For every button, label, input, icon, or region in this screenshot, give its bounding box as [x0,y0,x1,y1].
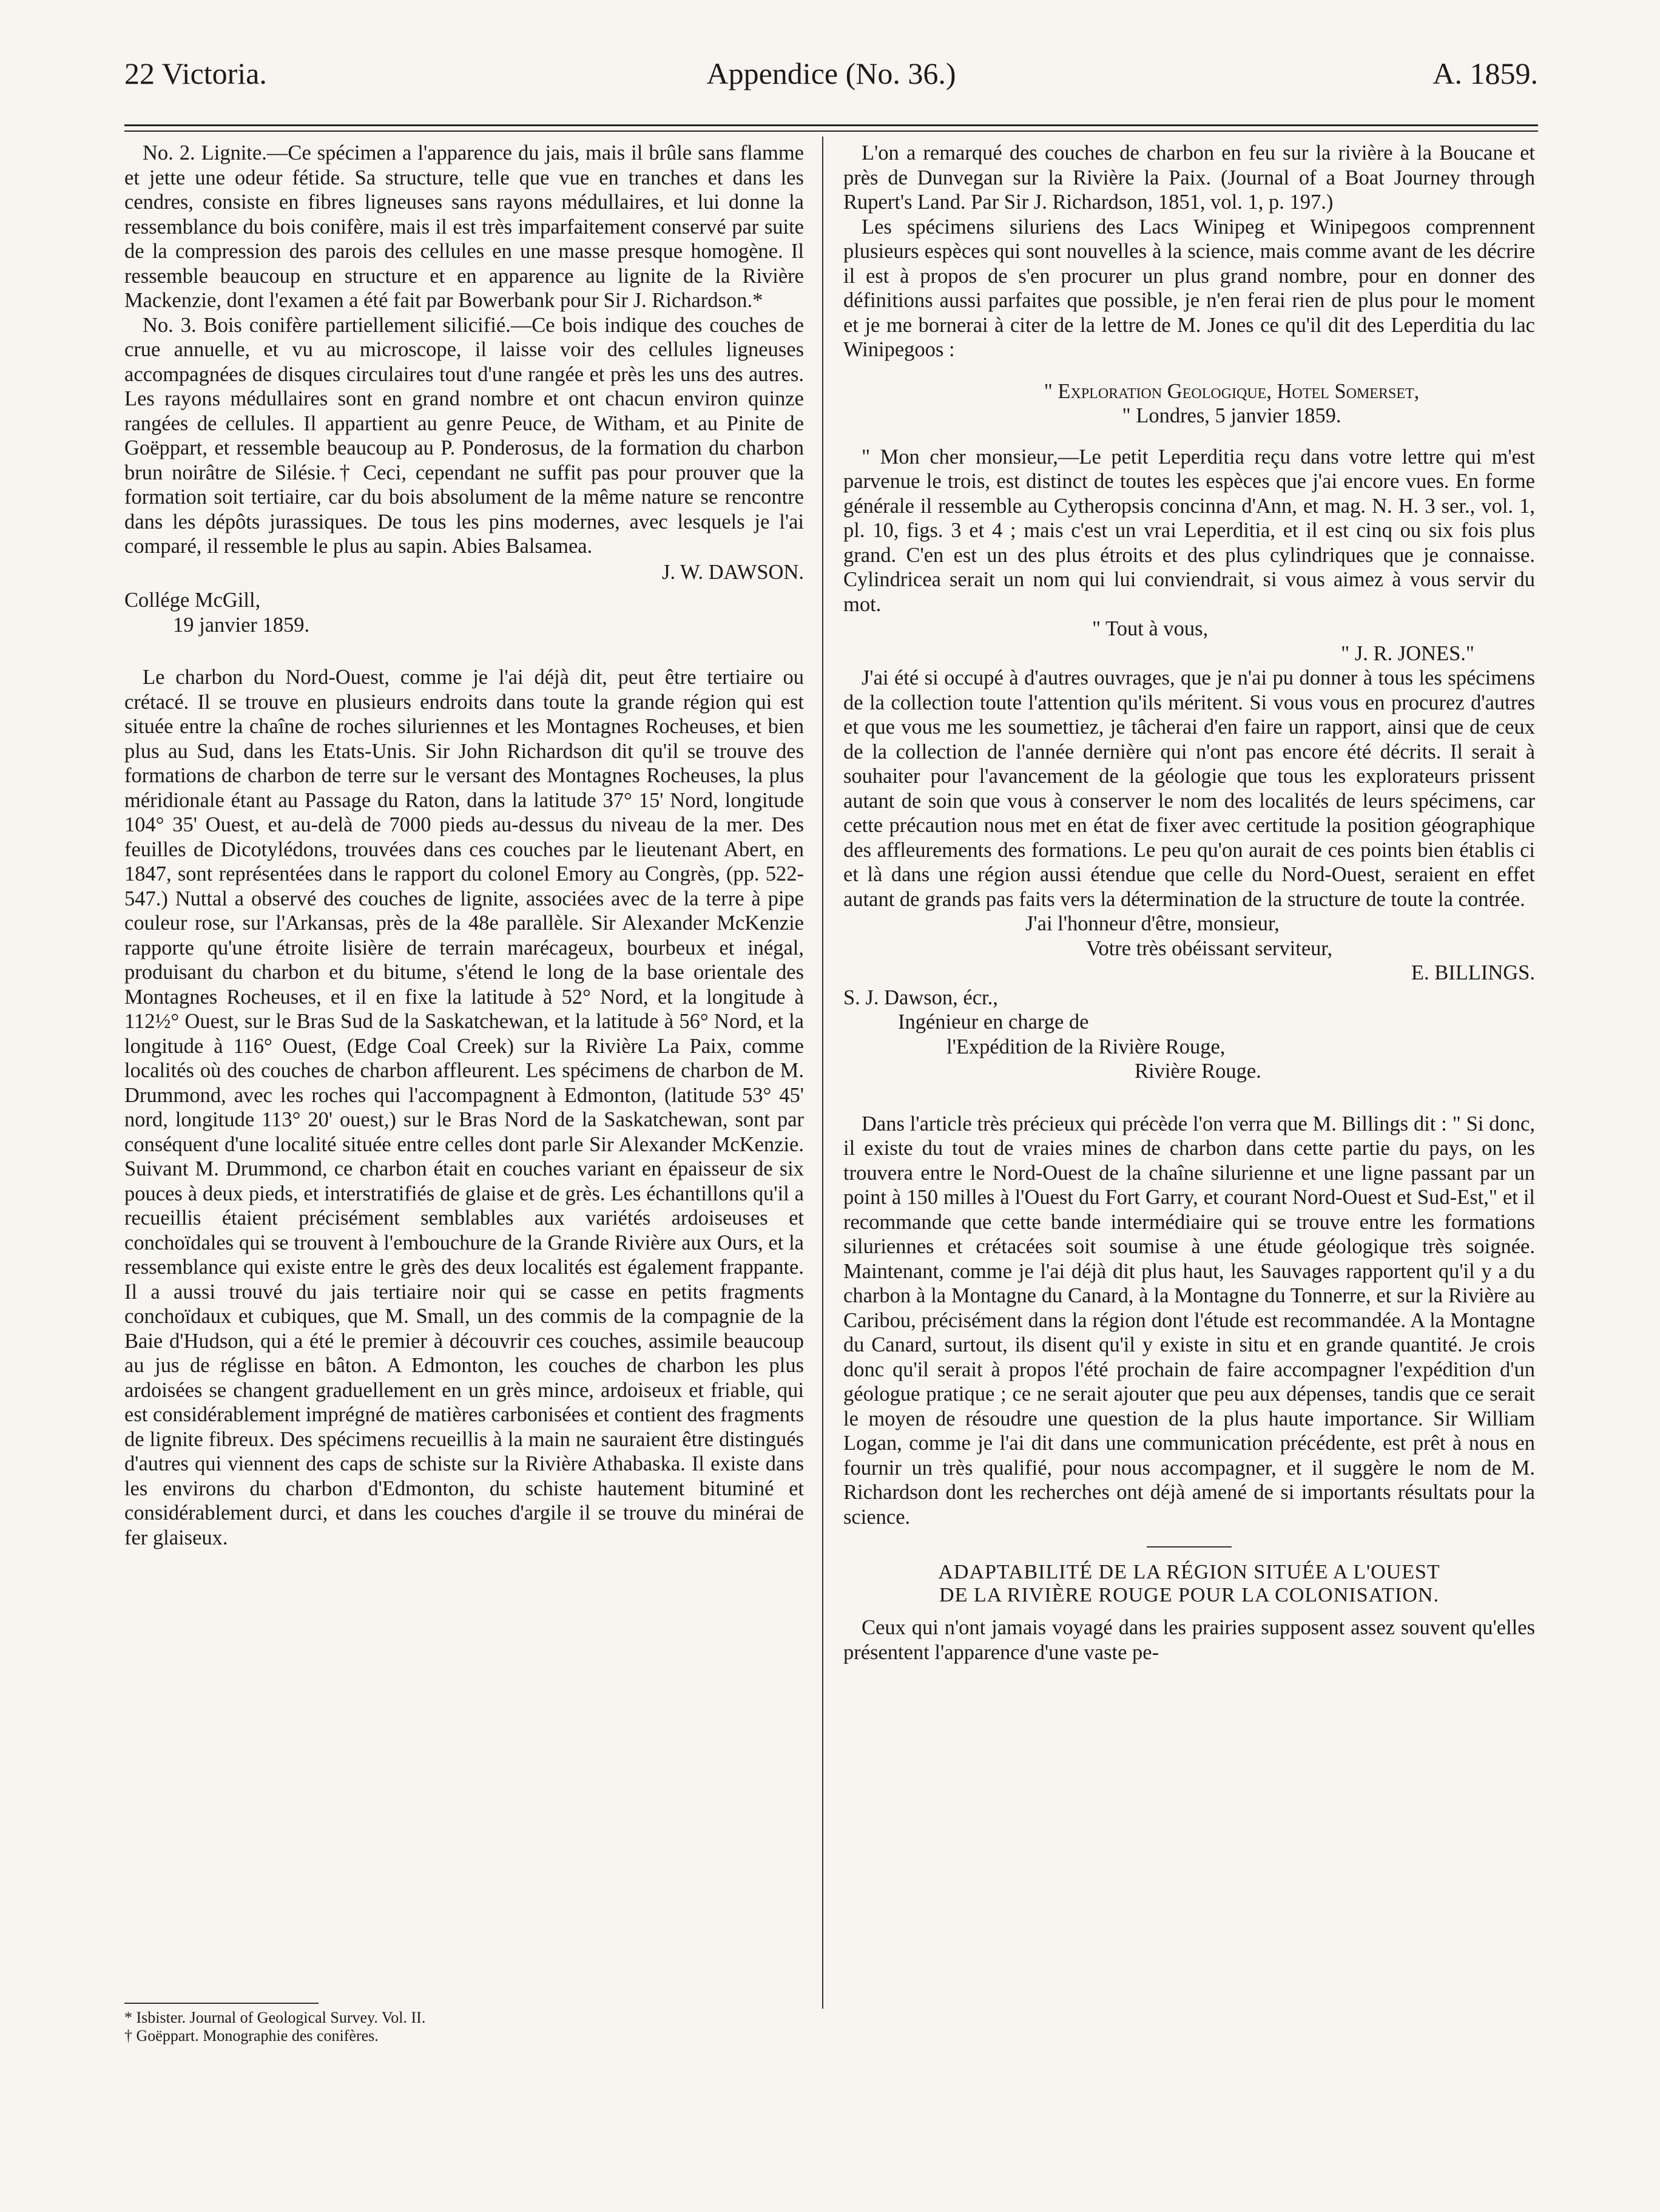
section-rule [1147,1546,1232,1547]
header-session: 22 Victoria. [124,56,267,90]
address-riviere-rouge: Rivière Rouge. [1135,1060,1261,1083]
paragraph-charbon-en-feu: L'on a remarqué des couches de charbon en feu sur la rivière à la Boucane et près de Dunvegan sur la Rivière la Paix. (Journal of a Boat Journey through Rupert's Land. Par Sir J. Richardson, 1851, vol. 1, p. 197.) [843,141,1535,214]
location-date: 19 janvier 1859. [173,613,310,637]
address-ingenieur: Ingénieur en charge de [898,1010,1089,1033]
section-heading-line2: DE LA RIVIÈRE ROUGE POUR LA COLONISATION. [939,1584,1439,1606]
closing-honneur: J'ai l'honneur d'être, monsieur, [1025,912,1280,935]
paragraph-specimens-siluriens: Les spécimens siluriens des Lacs Winipeg et Winipegoos comprennent plusieurs espèces qui sont nouvelles à la science, mais comme avant de les décrire il est à propos de s'en procurer un plus grand nombre, pour en donner des définitions aussi parfaites que possible, je n'en ferai rien de plus pour le moment et je me bornerai à citer de la lettre de M. Jones ce qu'il dit des Leperditia du lac Winipegoos : [843,215,1535,361]
letter-heading-address: " Exploration Geologique, Hotel Somerset, [1044,379,1420,403]
column-divider [822,137,823,2009]
section-heading-line1: ADAPTABILITÉ DE LA RÉGION SITUÉE A L'OUEST [938,1561,1440,1583]
paragraph-occupe: J'ai été si occupé à d'autres ouvrages, que je n'ai pu donner à tous les spécimens de la collection toute l'attention qu'ils méritent. Si vous vous en procurez d'autres et que vous me les soumettiez, je tâcherai d'en faire un rapport, ainsi que de ceux de la collection de l'année dernière qui n'ont pas encore été décrits. Il serait à souhaiter pour l'avancement de la géologie que tous les explorateurs prissent autant de soin que vous à conserver le nom des localités de leurs spécimens, car cette précaution nous met en état de fixer avec certitude la position géographique des affleurements des formations. Le peu qu'on aurait de ces points bien établis ci et là dans une région aussi étendue que celle du Nord-Ouest, seraient en effet autant de grands pas faits vers la détermination de la structure de toute la contrée. [843,666,1535,911]
section-heading [843,1561,1535,1607]
closing-serviteur: Votre très obéissant serviteur, [1086,936,1333,960]
signature-dawson: J. W. DAWSON. [662,560,804,584]
left-column [124,141,804,1550]
header-year: A. 1859. [1432,56,1538,90]
signature-jones: " J. R. JONES." [1341,641,1474,665]
page-header [124,56,1538,104]
header-rule-bottom [124,130,1538,132]
location-college: Collége McGill, [124,589,261,612]
address-expedition: l'Expédition de la Rivière Rouge, [946,1035,1226,1058]
paragraph-lettre-jones: " Mon cher monsieur,—Le petit Leperditia reçu dans votre lettre qui m'est parvenue le trois, est distinct de toutes les espèces que j'ai encore vues. En forme générale il ressemble au Cytheropsis concinna d'Ann, et mag. N. H. 3 ser., vol. 1, pl. 10, figs. 3 et 4 ; mais c'est un vrai Leperditia, et il est cinq ou six fois plus grand. C'en est un des plus étroits et des plus cylindriques que je connaisse. Cylindricea serait un nom qui lui conviendrait, si vous aimez à vous servir du mot. [843,445,1535,616]
header-appendix: Appendice (No. 36.) [706,56,956,90]
footnotes [124,2003,804,2045]
footnote-rule [124,2003,319,2004]
right-column [843,141,1535,1665]
paragraph-charbon-nord-ouest: Le charbon du Nord-Ouest, comme je l'ai déjà dit, peut être tertiaire ou crétacé. Il se trouve en plusieurs endroits dans toute la grande région qui est située entre la chaîne de roches siluriennes et les Montagnes Rocheuses, et bien plus au Sud, dans les Etats-Unis. Sir John Richardson dit qu'il se trouve des formations de charbon de terre sur le versant des Montagnes Rocheuses, la plus méridionale étant au Passage du Raton, dans la latitude 37° 15' Nord, longitude 104° 35' Ouest, et au-delà de 7000 pieds au-dessus du niveau de la mer. Des feuilles de Dicotylédons, trouvées dans ces couches par le lieutenant Abert, en 1847, sont représentées dans le rapport du colonel Emory au Congrès, (pp. 522-547.) Nuttal a observé des couches de lignite, associées avec de la terre à pipe couleur rose, sur l'Arkansas, près de la 48e parallèle. Sir Alexander McKenzie rapporte qu'une étroite lisière de terrain marécageux, bourbeux et inégal, produisant du charbon et du bitume, s'étend le long de la base orientale des Montagnes Rocheuses, et il en fixe la latitude à 52° Nord, et la longitude à 112½° Ouest, sur le Bras Sud de la Saskatchewan, et la latitude à 56° Nord, et la longitude à 116° Ouest, (Edge Coal Creek) sur la Rivière La Paix, comme localités où des couches de charbon affleurent. Les spécimens de charbon de M. Drummond, avec les roches qui l'accompagnent à Edmonton, (latitude 53° 45' nord, longitude 113° 20' ouest,) sur le Bras Nord de la Saskatchewan, sont par conséquent d'une localité située entre celles dont parle Sir Alexander McKenzie. Suivant M. Drummond, ce charbon était en couches variant en épaisseur de six pouces à deux pieds, et interstratifiés de glaise et de grès. Les échantillons qu'il a recueillis étaient précisément semblables aux variétés ardoiseuses et conchoïdales qui se trouvent à l'embouchure de la Grande Rivière aux Ours, et la ressemblance qui existe entre le grès des deux localités est également frappante. Il a aussi trouvé du jais tertiaire noir qui se casse en petits fragments conchoïdaux et cubiques, que M. Small, un des commis de la compagnie de la Baie d'Hudson, qui a été le premier à découvrir ces couches, assimile beaucoup au jus de réglisse en bâton. A Edmonton, les couches de charbon les plus ardoisées se changent graduellement en un grès mince, ardoiseux et friable, qui est considérablement imprégné de matières carbonisées et contient des fragments de lignite fibreux. Des spécimens recueillis à la main ne sauraient être distingués d'autres qui viennent des caps de schiste sur la Rivière Athabaska. Il existe dans les environs du charbon d'Edmonton, du schiste hautement bituminé et considérablement durci, et dans les couches d'argile il se trouve du minérai de fer glaiseux. [124,666,804,1549]
paragraph-bois-conifere: No. 3. Bois conifère partiellement silicifié.—Ce bois indique des couches de crue annuelle, et vu au microscope, il laisse voir des cellules ligneuses accompagnées de disques circulaires tout d'une rangée et près les uns des autres. Les rayons médullaires sont en grand nombre et ont chacun environ quinze rangées de cellules. Il appartient au genre Peuce, de Witham, et au Pinite de Goëppart, et ressemble beaucoup au P. Ponderosus, de la formation du charbon brun noirâtre de Silésie.† Ceci, cependant ne suffit pas pour prouver que la formation soit tertiaire, car du bois absolument de la même nature se rencontre dans les dépôts jurassiques. De tous les pins modernes, avec lesquels je l'ai comparé, il ressemble le plus au sapin. Abies Balsamea. [124,313,804,558]
letter-heading [843,379,1535,428]
footnote-goeppart: † Goëppart. Monographie des conifères. [124,2027,379,2045]
footnote-isbister: * Isbister. Journal of Geological Survey. Vol. II. [124,2009,426,2026]
paragraph-article-precieux: Dans l'article très précieux qui précède l'on verra que M. Billings dit : " Si donc, il existe du tout de vraies mines de charbon dans cette partie du pays, on les trouvera entre le Nord-Ouest de la chaîne silurienne et une ligne passant par un point à 150 milles à l'Ouest du Fort Garry, et courant Nord-Ouest et Sud-Est," et il recommande que cette bande intermédiaire qui se trouve entre les formations siluriennes et crétacées soit soumise à une étude géologique très soignée. Maintenant, comme je l'ai déjà dit plus haut, les Sauvages rapportent qu'il y a du charbon à la Montagne du Canard, à la Montagne du Tonnerre, et sur la Rivière au Caribou, précisément dans la région dont l'étude est recommandée. A la Montagne du Canard, surtout, ils disent qu'il y existe in situ et en grande quantité. Je crois donc qu'il serait à propos l'été prochain de faire accompagner l'expédition d'un géologue pratique ; ce ne serait ajouter que peu aux dépenses, tandis que ce serait le moyen de résoudre une question de la plus haute importance. Sir William Logan, comme je l'ai dit dans une communication précédente, est prêt à nous en fournir un très qualifié, pour nous accompagner, et il suggère le nom de M. Richardson dont les recherches ont déjà amené de si importants résultats pour la science. [843,1112,1535,1529]
header-rule-top [124,124,1538,126]
paragraph-lignite: No. 2. Lignite.—Ce spécimen a l'apparence du jais, mais il brûle sans flamme et jette une odeur fétide. Sa structure, telle que vue en tranches et dans les cendres, consiste en fibres ligneuses sans rayons médullaires, et lui donne la ressemblance du bois conifère, mais il est très imparfaitement conservé par suite de la compression des parois des cellules en une masse presque homogène. Il ressemble beaucoup en structure et en apparence au lignite de la Rivière Mackenzie, dont l'examen a été fait par Bowerbank pour Sir J. Richardson.* [124,141,804,312]
paragraph-prairies: Ceux qui n'ont jamais voyagé dans les prairies supposent assez souvent qu'elles présentent l'apparence d'une vaste pe- [843,1616,1535,1664]
address-dawson: S. J. Dawson, écr., [843,986,998,1009]
letter-closing: " Tout à vous, [1092,617,1209,640]
signature-billings: E. BILLINGS. [1411,961,1535,984]
letter-heading-date: " Londres, 5 janvier 1859. [1122,404,1341,427]
